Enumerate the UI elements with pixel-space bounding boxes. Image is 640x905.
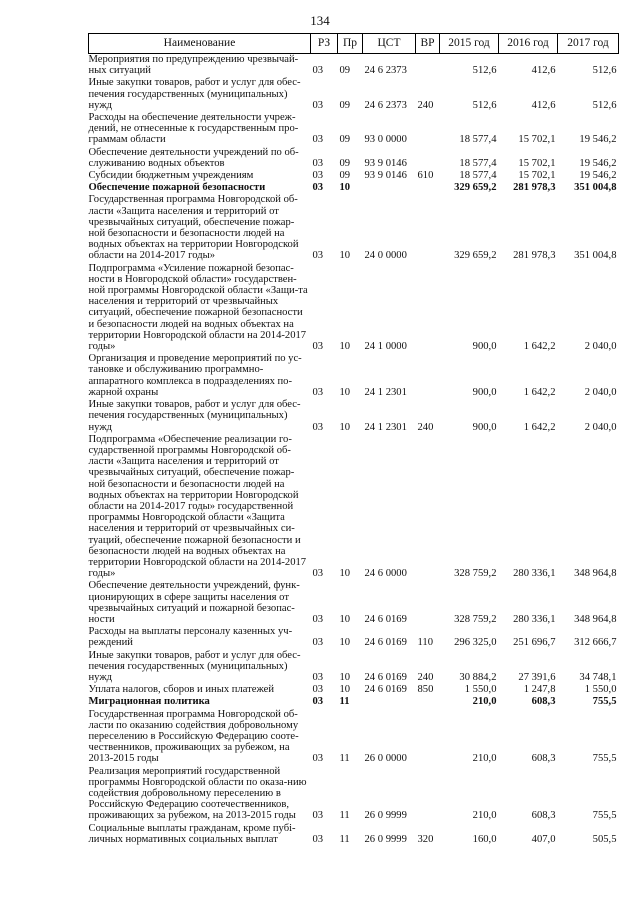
row-pr-cell: 09 [339,65,351,77]
row-2015-cell: 296 325,0 [454,637,497,649]
row-pr-cell: 09 [339,134,351,146]
row-rz-cell: 03 [312,753,324,765]
row-cst-cell: 24 6 0000 [364,568,407,580]
row-cst-cell: 24 1 2301 [364,386,407,398]
row-2015-cell: 512,6 [472,65,497,77]
row-2016-cell: 1 642,2 [523,341,556,353]
table-row [89,684,619,696]
row-2017-cell: 351 004,8 [574,250,617,262]
table-body [89,54,619,847]
row-vr-cell: 110 [417,637,433,649]
row-pr-cell: 10 [339,568,351,580]
row-pr-cell: 11 [339,810,350,822]
row-2015-cell: 900,0 [472,341,497,353]
row-name-cell: Социальные выплаты гражданам, кроме пубi-личных нормативных социальных выплат [88,822,296,845]
table-row [89,434,619,581]
row-rz-cell: 03 [312,810,324,822]
row-name-cell: Организация и проведение мероприятий по ус-тановке и обслуживанию программно-аппаратного комплекса в подразделениях по-жарной охраны [88,353,302,398]
row-rz-cell: 03 [312,833,324,845]
table-row [89,182,619,194]
row-vr-cell: 320 [417,833,434,845]
row-name-cell: Подпрограмма «Усиление пожарной безопас-ности в Новгородской области» государствен-ной программы Новгородской области «Защи-та населения и территорий от чрезвычайных ситуаций, обеспечение пожарной безопасности и безопасности людей на водных объектах на территории Новгородской области на 2014-2017 годы» [88,262,308,353]
row-name-cell: Обеспечение пожарной безопасности [88,182,266,194]
row-name-cell: Государственная программа Новгородской об-ласти по оказанию содействия добровольному переселению в Российскую Федерацию сооте-чественников, проживающих за рубежом, на 2013-2015 годы [88,708,299,765]
row-2015-cell: 30 884,2 [459,671,497,683]
header-rz: РЗ [311,34,338,54]
row-cst-cell: 24 6 0169 [364,613,407,625]
row-pr-cell: 09 [339,157,351,169]
row-cst-cell: 24 6 2373 [364,65,407,77]
row-name-cell: Иные закупки товаров, работ и услуг для обес-печения государственных (муниципальных) нужд [88,649,301,683]
row-2015-cell: 210,0 [472,810,497,822]
row-2017-cell: 2 040,0 [584,386,617,398]
row-cst-cell: 24 1 2301 [364,421,407,433]
row-2017-cell: 348 964,8 [574,613,617,625]
row-2016-cell: 15 702,1 [518,157,556,169]
row-name-cell: Миграционная политика [88,696,210,708]
row-2015-cell: 1 550,0 [464,684,497,696]
row-pr-cell: 10 [339,671,351,683]
row-name-cell: Государственная программа Новгородской об-ласти «Защита населения и территорий от чрезвычайных ситуаций, обеспечение пожар-ной безопасности и безопасности людей на водных объектах на территории Новгородской области на 2014-2017 годы» [88,194,299,262]
row-name-cell: Реализация мероприятий государственной программы Новгородской области по оказа-нию содействия добровольному переселению в Российскую Федерацию соотечественников, проживающих за рубежом, на 2013-2015 годы [88,765,307,822]
table-row [89,147,619,170]
row-cst-cell: 26 0 9999 [364,810,407,822]
row-name-cell: Уплата налогов, сборов и иных платежей [88,684,275,696]
row-vr-cell [416,54,440,78]
table-row [89,766,619,823]
row-2015-cell: 210,0 [472,696,497,708]
header-pr: Пр [338,34,363,54]
row-rz-cell: 03 [312,637,324,649]
row-2016-cell: 407,0 [531,833,556,845]
row-cst-cell: 26 0 0000 [364,753,407,765]
table-header [89,34,619,54]
row-name-cell: Подпрограмма «Обеспечение реализации го-сударственной программы Новгородской об-ласти «Защита населения и территорий от чрезвычайных ситуаций, обеспечение пожар-ной безопасности и безопасности людей на водных объектах на территории Новгородской области на 2014-2017 годы» государственной программы Новгородской области «Защита населения и территорий от чрезвычайных си-туаций, обеспечение пожарной безопасности и безопасности людей на водных объектах на территории Новгородской области на 2014-2017 годы» [88,433,307,580]
row-2015-cell: 900,0 [472,386,497,398]
row-pr-cell: 10 [339,613,351,625]
row-2016-cell: 608,3 [531,810,556,822]
row-2016-cell: 608,3 [531,753,556,765]
row-name-cell: Обеспечение деятельности учреждений, функ-ционирующих в сфере защиты населения от чрезвычайных ситуаций и пожарной безопас-ности [88,580,300,625]
table-row [89,399,619,434]
header-cst: ЦСТ [363,34,416,54]
row-vr-cell: 850 [417,684,434,696]
table-row [89,580,619,626]
row-2015-cell: 328 759,2 [454,568,497,580]
row-2017-cell: 755,5 [592,810,617,822]
table-row [89,112,619,147]
row-2016-cell: 1 247,8 [523,684,556,696]
row-cst-cell: 93 9 0146 [364,157,407,169]
row-vr-cell [416,147,440,170]
row-pr-cell: 09 [339,99,351,111]
row-vr-cell [416,182,440,194]
row-pr-cell: 10 [339,386,351,398]
header-name: Наименование [89,34,311,54]
row-2017-cell: 2 040,0 [584,341,617,353]
row-2016-cell: 27 391,6 [518,671,556,683]
row-2015-cell: 18 577,4 [459,157,497,169]
row-2017-cell: 755,5 [592,696,617,708]
row-pr-cell: 11 [339,753,350,765]
row-rz-cell: 03 [312,250,324,262]
table-row [89,263,619,354]
row-2015-cell: 160,0 [472,833,497,845]
row-name-cell: Субсидии бюджетным учреждениям [88,170,254,182]
row-vr-cell [416,709,440,766]
row-2016-cell: 280 336,1 [513,568,556,580]
row-2017-cell: 755,5 [592,753,617,765]
row-2015-cell: 900,0 [472,421,497,433]
row-cst-cell: 24 0 0000 [364,250,407,262]
row-2015-cell: 329 659,2 [454,182,497,194]
row-pr-cell: 10 [339,182,351,194]
row-2017-cell: 2 040,0 [584,421,617,433]
row-rz-cell: 03 [312,386,324,398]
row-vr-cell: 610 [417,170,434,182]
row-pr-cell: 09 [339,170,351,182]
row-2016-cell: 281 978,3 [513,182,556,194]
row-vr-cell [416,194,440,262]
row-rz-cell: 03 [312,157,324,169]
row-rz-cell: 03 [312,568,324,580]
row-name-cell: Иные закупки товаров, работ и услуг для обес-печения государственных (муниципальных) нужд [88,399,301,433]
table-row [89,54,619,78]
row-rz-cell: 03 [312,65,324,77]
row-2017-cell: 512,6 [592,99,617,111]
row-cst-cell [363,696,416,708]
row-2017-cell: 19 546,2 [579,134,617,146]
row-2016-cell: 608,3 [531,696,556,708]
row-rz-cell: 03 [312,341,324,353]
header-2016: 2016 год [499,34,558,54]
page-number: 134 [310,13,330,28]
row-2016-cell: 1 642,2 [523,421,556,433]
row-2017-cell: 512,6 [592,65,617,77]
row-pr-cell: 10 [339,341,351,353]
table-row [89,194,619,262]
table-row [89,77,619,112]
table-row [89,650,619,685]
row-2015-cell: 18 577,4 [459,170,497,182]
row-rz-cell: 03 [312,134,324,146]
table-row [89,823,619,846]
row-rz-cell: 03 [312,671,324,683]
row-rz-cell: 03 [312,170,324,182]
row-2016-cell: 281 978,3 [513,250,556,262]
row-vr-cell: 240 [417,421,434,433]
row-2017-cell: 34 748,1 [579,671,617,683]
row-2017-cell: 505,5 [592,833,617,845]
row-cst-cell: 24 6 0169 [364,637,407,649]
row-2017-cell: 1 550,0 [584,684,617,696]
row-vr-cell [416,580,440,626]
row-cst-cell: 93 0 0000 [364,134,407,146]
row-vr-cell [416,353,440,399]
row-vr-cell [416,263,440,354]
row-pr-cell: 10 [339,250,351,262]
row-2016-cell: 15 702,1 [518,170,556,182]
row-2016-cell: 412,6 [531,65,556,77]
row-2016-cell: 280 336,1 [513,613,556,625]
header-2017: 2017 год [558,34,619,54]
row-rz-cell: 03 [312,696,324,708]
row-2016-cell: 412,6 [531,99,556,111]
row-cst-cell: 24 1 0000 [364,341,407,353]
row-pr-cell: 10 [339,684,351,696]
row-cst-cell [363,182,416,194]
row-vr-cell [416,696,440,708]
row-rz-cell: 03 [312,182,324,194]
row-pr-cell: 11 [339,696,350,708]
row-name-cell: Расходы на выплаты персоналу казенных уч-реждений [88,626,293,649]
row-rz-cell: 03 [312,99,324,111]
row-rz-cell: 03 [312,421,324,433]
row-pr-cell: 10 [339,637,351,649]
row-name-cell: Обеспечение деятельности учреждений по об-служиванию водных объектов [88,146,299,169]
table-row [89,353,619,399]
table-row [89,626,619,649]
row-pr-cell: 11 [339,833,350,845]
row-2015-cell: 329 659,2 [454,250,497,262]
header-vr: ВР [416,34,440,54]
row-2016-cell: 15 702,1 [518,134,556,146]
row-2016-cell: 251 696,7 [513,637,556,649]
row-name-cell: Расходы на обеспечение деятельности учреж-дений, не отнесенные к государственным про-граммам области [88,112,299,146]
row-2015-cell: 328 759,2 [454,613,497,625]
row-vr-cell [416,434,440,581]
row-rz-cell: 03 [312,613,324,625]
row-2017-cell: 351 004,8 [574,182,617,194]
row-2017-cell: 19 546,2 [579,170,617,182]
row-cst-cell: 26 0 9999 [364,833,407,845]
row-2015-cell: 18 577,4 [459,134,497,146]
row-cst-cell: 24 6 2373 [364,99,407,111]
row-rz-cell: 03 [312,684,324,696]
row-2017-cell: 19 546,2 [579,157,617,169]
row-cst-cell: 24 6 0169 [364,671,407,683]
table-row [89,696,619,708]
row-vr-cell [416,766,440,823]
table-row [89,170,619,182]
budget-table [88,33,619,846]
row-vr-cell [416,112,440,147]
row-name-cell: Иные закупки товаров, работ и услуг для обес-печения государственных (муниципальных) нужд [88,77,301,111]
row-2015-cell: 512,6 [472,99,497,111]
row-2015-cell: 210,0 [472,753,497,765]
row-name-cell: Мероприятия по предупреждению чрезвычай-ных ситуаций [88,54,299,77]
row-vr-cell: 240 [417,671,434,683]
row-2017-cell: 348 964,8 [574,568,617,580]
row-2016-cell: 1 642,2 [523,386,556,398]
row-pr-cell: 10 [339,421,351,433]
row-cst-cell: 24 6 0169 [364,684,407,696]
header-2015: 2015 год [440,34,499,54]
row-cst-cell: 93 9 0146 [364,170,407,182]
table-row [89,709,619,766]
row-2017-cell: 312 666,7 [574,637,617,649]
row-vr-cell: 240 [417,99,434,111]
